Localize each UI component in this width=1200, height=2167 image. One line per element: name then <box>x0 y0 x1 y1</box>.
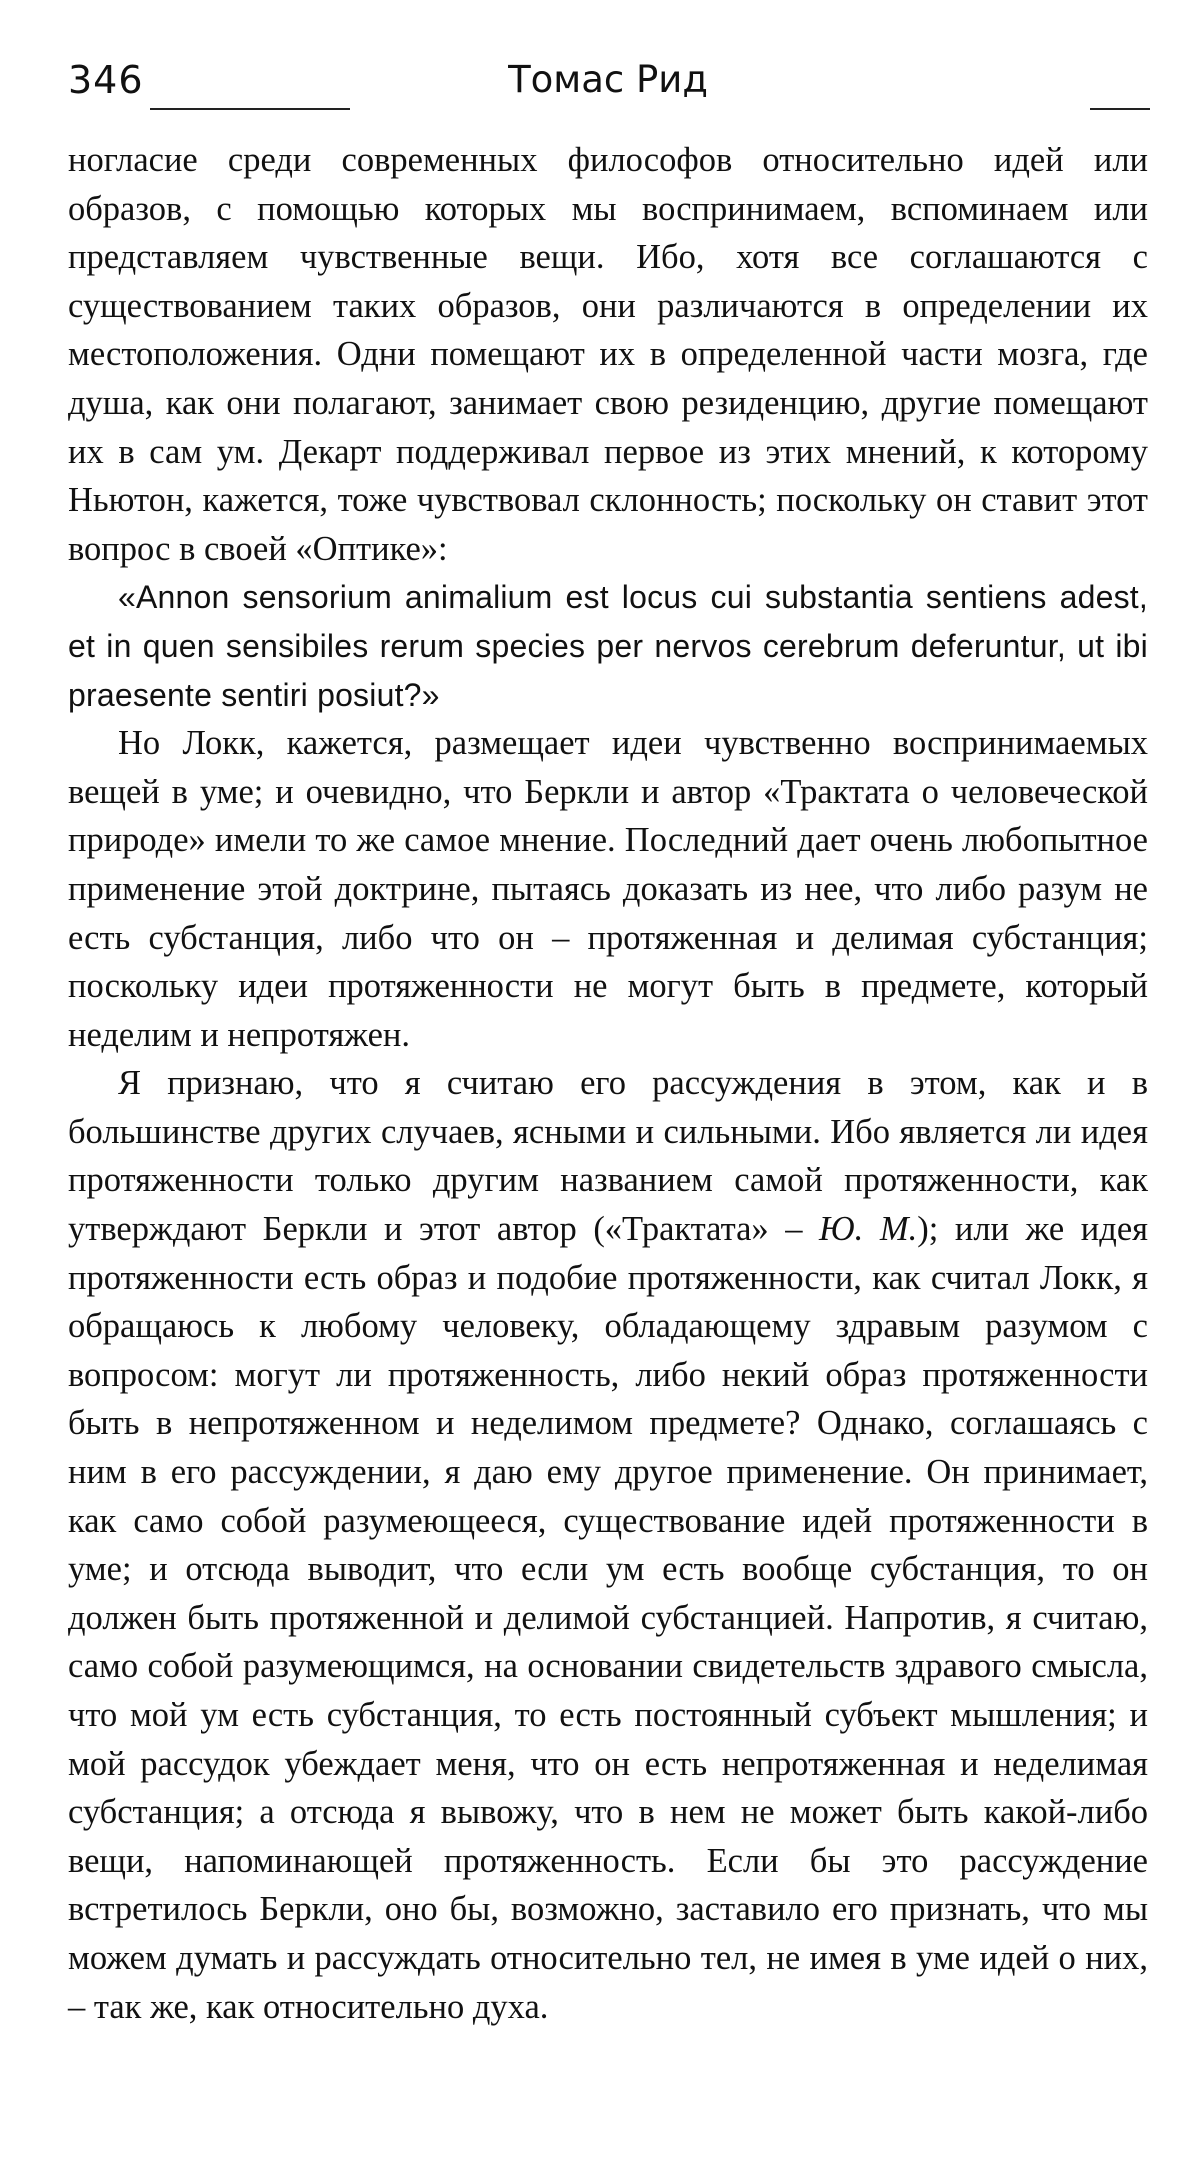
body-text <box>68 136 1148 2031</box>
running-header <box>68 50 1148 110</box>
latin-quotation: «Annon sensorium animalium est locus cui substantia sentiens adest, et in quen sensibiles rerum species per nervos cerebrum deferuntur, ut ibi praesente sentiri posiut?» <box>68 579 1148 713</box>
editor-initials: Ю. М. <box>819 1210 918 1249</box>
page-number: 346 <box>68 58 144 102</box>
paragraph-admission <box>68 1059 1148 2031</box>
paragraph-locke: Но Локк, кажется, размещает идеи чувственно воспринимаемых вещей в уме; и очевидно, что Беркли и автор «Трактата о человеческой природе» имели то же самое мнение. Последний дает очень любопытное применение этой доктрине, пытаясь доказать из нее, что либо разум не есть субстанция, либо что он – протяженная и делимая субстанция; поскольку идеи протяженности не могут быть в предмете, который неделим и непротяжен. <box>68 724 1148 1054</box>
paragraph-admission-text-2: ); или же идея протяженности есть образ и подобие протяженности, как считал Локк, я обращаюсь к любому человеку, обладающему здравым разумом с вопросом: могут ли протяженность, либо некий образ протяженности быть в непротяженном и неделимом предмете? Однако, соглашаясь с ним в его рассуждении, я даю ему другое применение. Он принимает, как само собой разумеющееся, существование идей протяженности в уме; и отсюда выводит, что если ум есть вообще субстанция, то он должен быть протяженной и делимой субстанцией. Напротив, я считаю, само собой разумеющимся, на основании свидетельств здравого смысла, что мой ум есть субстанция, то есть постоянный субъект мышления; и мой рассудок убеждает меня, что он есть непротяженная и неделимая субстанция; а отсюда я вывожу, что в нем не может быть какой-либо вещи, напоминающей протяженность. Если бы это рассуждение встретилось Беркли, оно бы, возможно, заставило его признать, что мы можем думать и рассуждать относительно тел, не имея в уме идей о них, – так же, как относительно духа. <box>68 1210 1149 2026</box>
paragraph-admission-text-1: Я признаю, что я считаю его рассуждения в этом, как и в большинстве других случаев, ясными и сильными. Ибо является ли идея протяженности только другим названием самой протяженности, как утверждают Беркли и этот автор («Трактата» – <box>68 1064 1148 1249</box>
paragraph-continued: ногласие среди современных философов относительно идей или образов, с помощью которых мы воспринимаем, вспоминаем или представляем чувственные вещи. Ибо, хотя все соглашаются с существованием таких образов, они различаются в определении их местоположения. Одни помещают их в определенной части мозга, где душа, как они полагают, занимает свою резиденцию, другие помещают их в сам ум. Декарт поддерживал первое из этих мнений, к которому Ньютон, кажется, тоже чувствовал склонность; поскольку он ставит этот вопрос в своей «Оптике»: <box>68 141 1148 568</box>
header-rule-right <box>1090 108 1150 110</box>
running-title: Томас Рид <box>508 58 708 101</box>
header-rule-left <box>150 108 350 110</box>
